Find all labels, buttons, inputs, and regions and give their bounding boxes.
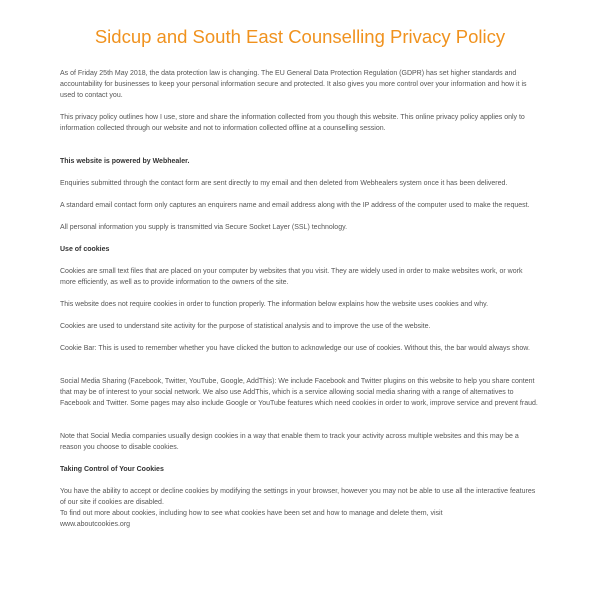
intro-paragraph-scope: This privacy policy outlines how I use, store and share the information collected from you though this website. This online privacy policy applies only to information collected through our website and not to information collected offline at a counselling session. [60,114,525,132]
cookies-paragraph-cookie-bar: Cookie Bar: This is used to remember whether you have clicked the button to acknowledge our use of cookies. Without this, the bar would always show. [60,345,530,352]
control-paragraph-find-out-more: To find out more about cookies, including how to see what cookies have been set and how to manage and delete them, visit [60,510,443,517]
page-title: Sidcup and South East Counselling Privacy Policy [94,26,506,47]
cookies-paragraph-statistics: Cookies are used to understand site activity for the purpose of statistical analysis and to improve the use of the website. [60,323,431,330]
webhealer-heading: This website is powered by Webhealer. [60,158,190,165]
cookies-paragraph-tracking: Note that Social Media companies usually design cookies in a way that enable them to track your activity across multiple websites and this may be a reason you choose to disable cookies. [60,433,519,451]
webhealer-paragraph-enquiries: Enquiries submitted through the contact form are sent directly to my email and then deleted from Webhealers system once it has been delivered. [60,180,508,187]
control-paragraph-browser-settings: You have the ability to accept or decline cookies by modifying the settings in your browser, however you may not be able to use all the interactive features of our site if cookies are disabled. [60,488,536,506]
cookies-paragraph-definition: Cookies are small text files that are placed on your computer by websites that you visit. They are widely used in order to make websites work, or work more efficiently, as well as to provide information to the owners of the site. [60,268,523,286]
cookies-paragraph-social-media: Social Media Sharing (Facebook, Twitter, YouTube, Google, AddThis): We include Facebook and Twitter plugins on this website to help you share content that may be of interest to your social network. We also use AddThis, which is a service allowing social media sharing with a range of alternatives to Facebook and Twitter. Some pages may also include Google or YouTube features which need cookies in order to work, improve service and prevent fraud. [60,378,538,407]
webhealer-paragraph-contact-form: A standard email contact form only captures an enquirers name and email address along with the IP address of the computer used to make the request. [60,202,530,209]
cookies-heading: Use of cookies [60,246,110,253]
control-heading: Taking Control of Your Cookies [60,466,164,473]
webhealer-paragraph-ssl: All personal information you supply is transmitted via Secure Socket Layer (SSL) technology. [60,224,348,231]
cookies-paragraph-not-required: This website does not require cookies in order to function properly. The information below explains how the website uses cookies and why. [60,301,489,308]
aboutcookies-link[interactable]: www.aboutcookies.org [60,521,131,528]
intro-paragraph-gdpr: As of Friday 25th May 2018, the data protection law is changing. The EU General Data Protection Regulation (GDPR) has set higher standards and accountability for businesses to keep your personal information secure and protected. It also gives you more control over your information and how it is used to contact you. [60,70,527,99]
